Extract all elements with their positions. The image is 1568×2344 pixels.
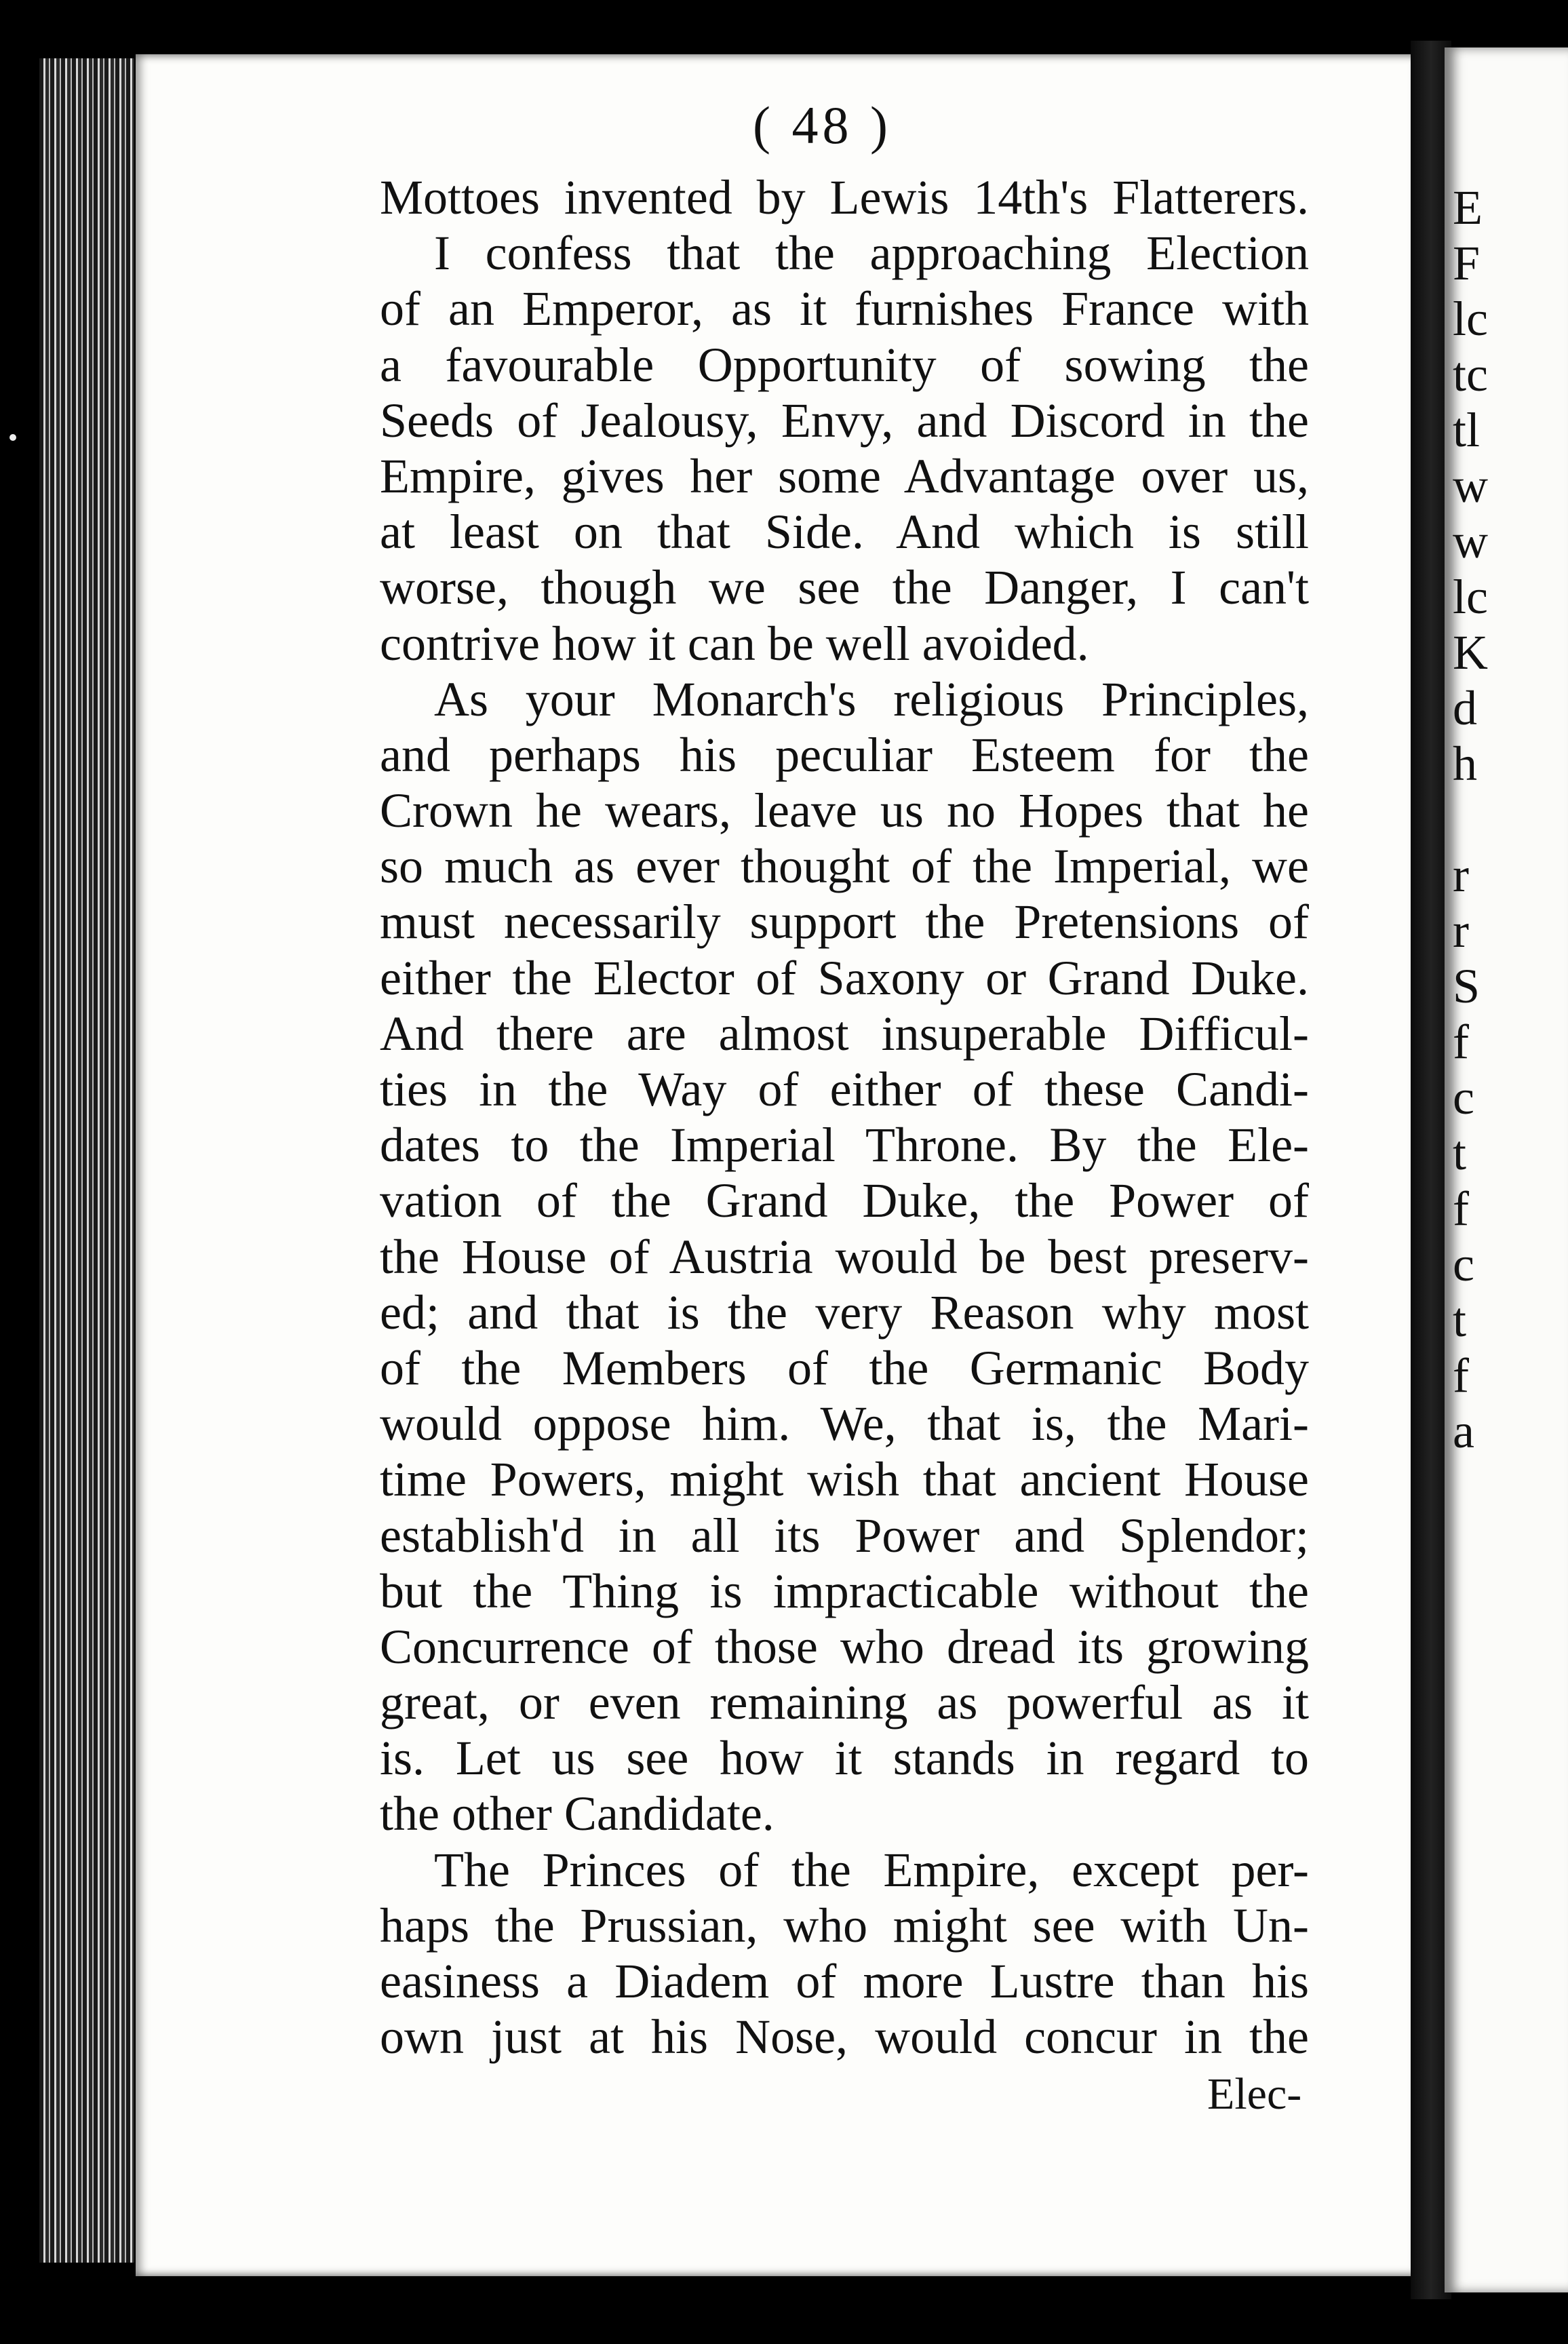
text-line: contrive how it can be well avoided.: [380, 616, 1089, 671]
right-page-line-fragment: t: [1453, 1126, 1467, 1180]
text-line: would oppose him. We, that is, the Mari-: [380, 1396, 1309, 1451]
text-line: at least on that Side. And which is still: [380, 505, 1309, 560]
right-page-line-fragment: d: [1453, 681, 1477, 735]
right-page-line-fragment: f: [1453, 1015, 1469, 1069]
right-page-line-fragment: f: [1453, 1181, 1469, 1236]
text-line: Mottoes invented by Lewis 14th's Flatterers.: [380, 170, 1309, 224]
right-page-line-fragment: S: [1453, 959, 1481, 1013]
text-line: haps the Prussian, who might see with Un-: [380, 1898, 1309, 1953]
right-page-line-fragment: t: [1453, 1293, 1467, 1347]
text-line: Empire, gives her some Advantage over us,: [380, 448, 1309, 503]
right-page-line-fragment: tl: [1453, 403, 1481, 457]
text-line: great, or even remaining as powerful as it: [380, 1675, 1309, 1730]
text-line: the House of Austria would be best preserv-: [380, 1229, 1309, 1284]
text-line: must necessarily support the Pretensions of: [380, 895, 1309, 950]
right-page-line-fragment: r: [1453, 848, 1469, 902]
text-line: As your Monarch's religious Principles,: [434, 671, 1309, 726]
right-page-line-fragment: lc: [1453, 570, 1488, 624]
text-line: own just at his Nose, would concur in the: [380, 2010, 1309, 2065]
text-line: of the Members of the Germanic Body: [380, 1340, 1309, 1395]
text-line: Seeds of Jealousy, Envy, and Discord in the: [380, 393, 1309, 448]
text-line: time Powers, might wish that ancient House: [380, 1452, 1309, 1507]
text-line: is. Let us see how it stands in regard to: [380, 1731, 1309, 1786]
text-line: vation of the Grand Duke, the Power of: [380, 1173, 1309, 1228]
text-line: a favourable Opportunity of sowing the: [380, 337, 1309, 392]
body-text: [380, 170, 1309, 2065]
right-page-line-fragment: a: [1453, 1404, 1474, 1458]
text-line: so much as ever thought of the Imperial, we: [380, 839, 1309, 894]
right-page-line-fragment: tc: [1453, 347, 1488, 402]
right-page-line-fragment: F: [1453, 236, 1481, 290]
right-page-line-fragment: lc: [1453, 292, 1488, 346]
text-line: Concurrence of those who dread its growing: [380, 1619, 1309, 1674]
text-line: ties in the Way of either of these Candi-: [380, 1062, 1309, 1116]
right-page-line-fragment: c: [1453, 1237, 1474, 1291]
page-edges-left: [39, 58, 134, 2263]
right-page-line-fragment: E: [1453, 180, 1483, 235]
right-page-line-fragment: w: [1453, 458, 1488, 513]
text-line: The Princes of the Empire, except per-: [434, 1842, 1309, 1897]
right-page-fragment: [1445, 47, 1568, 2292]
text-line: and perhaps his peculiar Esteem for the: [380, 727, 1309, 782]
text-line: Crown he wears, leave us no Hopes that he: [380, 783, 1309, 838]
text-line: I confess that the approaching Election: [434, 226, 1309, 281]
catchword: Elec-: [1207, 2069, 1302, 2119]
text-line: of an Emperor, as it furnishes France with: [380, 281, 1309, 336]
right-page-line-fragment: w: [1453, 514, 1488, 568]
page-number: ( 48 ): [753, 96, 892, 155]
text-line: worse, though we see the Danger, I can't: [380, 560, 1309, 615]
text-line: either the Elector of Saxony or Grand Duke.: [380, 950, 1309, 1005]
right-page-line-fragment: c: [1453, 1070, 1474, 1125]
right-page-line-fragment: f: [1453, 1348, 1469, 1403]
scan-speck: [9, 434, 16, 441]
text-line: And there are almost insuperable Difficul-: [380, 1006, 1309, 1061]
text-line: establish'd in all its Power and Splendor;: [380, 1508, 1309, 1563]
text-line: easiness a Diadem of more Lustre than his: [380, 1954, 1309, 2008]
text-line: ed; and that is the very Reason why most: [380, 1285, 1309, 1340]
text-line: but the Thing is impracticable without the: [380, 1563, 1309, 1618]
right-page-line-fragment: K: [1453, 625, 1488, 680]
text-line: the other Candidate.: [380, 1786, 775, 1841]
text-line: dates to the Imperial Throne. By the Ele-: [380, 1118, 1309, 1173]
right-page-line-fragment: r: [1453, 903, 1469, 958]
right-page-line-fragment: h: [1453, 737, 1477, 791]
